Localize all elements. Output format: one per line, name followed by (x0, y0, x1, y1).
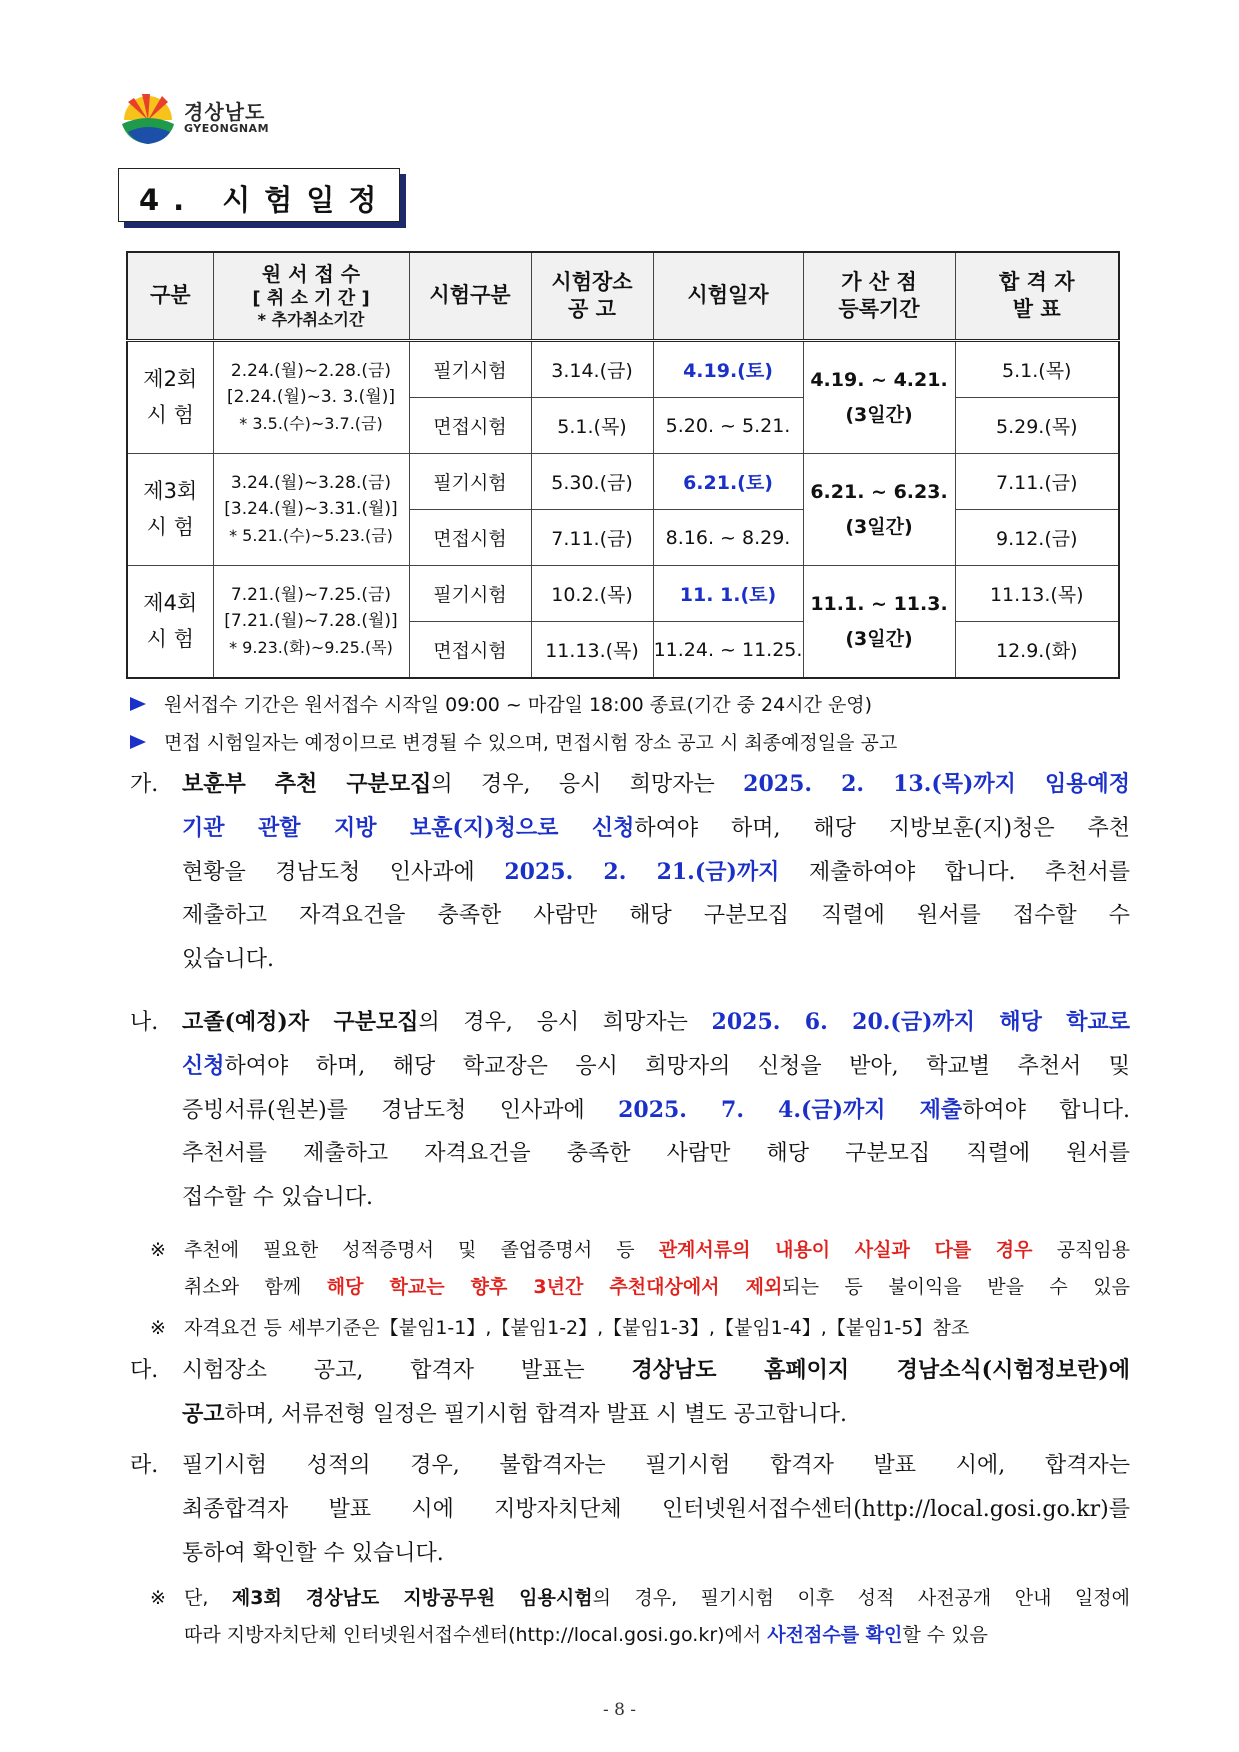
exam-date: 4.19.(토) (653, 341, 803, 398)
logo-english-name: GYEONGNAM (184, 122, 270, 135)
table-row (127, 566, 1119, 622)
table-notes (130, 686, 1130, 762)
reference-note-criteria: ※ 자격요건 등 세부기준은【붙임1-1】,【붙임1-2】,【붙임1-3】,【붙임1-4】,【붙임1-5】참조 (150, 1317, 970, 1339)
exam-date: 8.16. ~ 8.29. (653, 510, 803, 566)
exam-type: 면접시험 (409, 510, 531, 566)
header-exam-type: 시험구분 (409, 252, 531, 341)
paragraph-ga: 가. 보훈부 추천 구분모집의 경우, 응시 희망자는 2025. 2. 13.(목)까지 임용예정 기관 관할 지방 보훈(지)청으로 신청하여야 하며, 해당 지방보훈(지)청은 추천 현황을 경남도청 인사과에 2025. 2. 21.(금)까지 제출하여야 합니다. 추천서를 제출하고 자격요건을 충족한 사람만 해당 구분모집 직렬에 원서를 접수할 수 있습니다. (130, 762, 1130, 982)
exam-type: 면접시험 (409, 398, 531, 454)
paragraph-ra: 라. 필기시험 성적의 경우, 불합격자는 필기시험 합격자 발표 시에, 합격자는 최종합격자 발표 시에 지방자치단체 인터넷원서접수센터(http://local.gosi.go.kr)를 통하여 확인할 수 있습니다. (130, 1444, 1130, 1576)
exam-date: 5.20. ~ 5.21. (653, 398, 803, 454)
venue-notice-date: 5.30.(금) (531, 454, 653, 510)
triangle-bullet-icon (130, 735, 146, 749)
venue-notice-date: 7.11.(금) (531, 510, 653, 566)
exam-date: 6.21.(토) (653, 454, 803, 510)
gyeongnam-logo (120, 90, 280, 146)
venue-notice-date: 5.1.(목) (531, 398, 653, 454)
application-period: 2.24.(월)~2.28.(금) [2.24.(월)~3. 3.(월)] * 3.5.(수)~3.7.(금) (213, 341, 409, 454)
header-pass-announcement: 합 격 자 발 표 (955, 252, 1119, 341)
header-application: 원 서 접 수 [ 취 소 기 간 ] * 추가취소기간 (213, 252, 409, 341)
application-period: 7.21.(월)~7.25.(금) [7.21.(월)~7.28.(월)] * 9.23.(화)~9.25.(목) (213, 566, 409, 679)
exam-schedule-table (126, 251, 1120, 679)
application-period: 3.24.(월)~3.28.(금) [3.24.(월)~3.31.(월)] * 5.21.(수)~5.23.(금) (213, 454, 409, 566)
bonus-registration-period: 4.19. ~ 4.21. (3일간) (803, 341, 955, 454)
venue-notice-date: 10.2.(목) (531, 566, 653, 622)
exam-type: 필기시험 (409, 341, 531, 398)
round-label: 제4회 시 험 (127, 566, 213, 679)
round-label: 제2회 시 험 (127, 341, 213, 454)
pass-announcement-date: 12.9.(화) (955, 622, 1119, 679)
paragraph-marker: 다. (130, 1358, 159, 1383)
table-row (127, 341, 1119, 398)
paragraph-marker: 가. (130, 772, 159, 797)
paragraph-na: 나. 고졸(예정)자 구분모집의 경우, 응시 희망자는 2025. 6. 20.(금)까지 해당 학교로 신청하여야 하며, 해당 학교장은 응시 희망자의 신청을 받아, 학교별 추천서 및 증빙서류(원본)를 경남도청 인사과에 2025. 7. 4.(금)까지 제출하여야 합니다. 추천서를 제출하고 자격요건을 충족한 사람만 해당 구분모집 직렬에 원서를 접수할 수 있습니다. (130, 1000, 1130, 1220)
section-title-box (118, 168, 400, 222)
pass-announcement-date: 9.12.(금) (955, 510, 1119, 566)
page-number: - 8 - (602, 1700, 637, 1720)
exam-date: 11.24. ~ 11.25. (653, 622, 803, 679)
venue-notice-date: 3.14.(금) (531, 341, 653, 398)
paragraph-marker: 나. (130, 1010, 159, 1035)
paragraph-marker: 라. (130, 1453, 159, 1478)
pass-announcement-date: 7.11.(금) (955, 454, 1119, 510)
table-row (127, 454, 1119, 510)
gyeongnam-emblem-icon (120, 90, 176, 146)
section-title: 4. 시험일정 (139, 183, 391, 217)
table-header-row (127, 252, 1119, 341)
pass-announcement-date: 5.29.(목) (955, 398, 1119, 454)
bonus-registration-period: 6.21. ~ 6.23. (3일간) (803, 454, 955, 566)
list-item: 면접 시험일자는 예정이므로 변경될 수 있으며, 면접시험 장소 공고 시 최종예정일을 공고 (130, 724, 1130, 762)
header-exam-date: 시험일자 (653, 252, 803, 341)
exam-type: 필기시험 (409, 454, 531, 510)
round-label: 제3회 시 험 (127, 454, 213, 566)
bonus-registration-period: 11.1. ~ 11.3. (3일간) (803, 566, 955, 679)
logo-korean-name: 경상남도 (184, 100, 266, 124)
header-bonus-registration: 가 산 점 등록기간 (803, 252, 955, 341)
header-category: 구분 (127, 252, 213, 341)
exam-date: 11. 1.(토) (653, 566, 803, 622)
venue-notice-date: 11.13.(목) (531, 622, 653, 679)
reference-note-score-preview: ※ 단, 제3회 경상남도 지방공무원 임용시험의 경우, 필기시험 이후 성적 사전공개 안내 일정에 따라 지방자치단체 인터넷원서접수센터(http://local.gosi.go.kr)에서 사전점수를 확인할 수 있음 (150, 1587, 1130, 1646)
pass-announcement-date: 5.1.(목) (955, 341, 1119, 398)
exam-type: 면접시험 (409, 622, 531, 679)
exam-type: 필기시험 (409, 566, 531, 622)
header-venue-notice: 시험장소 공 고 (531, 252, 653, 341)
paragraph-da: 다. 시험장소 공고, 합격자 발표는 경상남도 홈페이지 경남소식(시험정보란)에 공고하며, 서류전형 일정은 필기시험 합격자 발표 시 별도 공고합니다. (130, 1348, 1130, 1436)
triangle-bullet-icon (130, 697, 146, 711)
reference-note-recommendation: ※ 추천에 필요한 성적증명서 및 졸업증명서 등 관계서류의 내용이 사실과 다를 경우 공직임용 취소와 함께 해당 학교는 향후 3년간 추천대상에서 제외되는 등 불이익을 받을 수 있음 (150, 1239, 1130, 1298)
list-item: 원서접수 기간은 원서접수 시작일 09:00 ~ 마감일 18:00 종료(기간 중 24시간 운영) (130, 686, 1130, 724)
pass-announcement-date: 11.13.(목) (955, 566, 1119, 622)
